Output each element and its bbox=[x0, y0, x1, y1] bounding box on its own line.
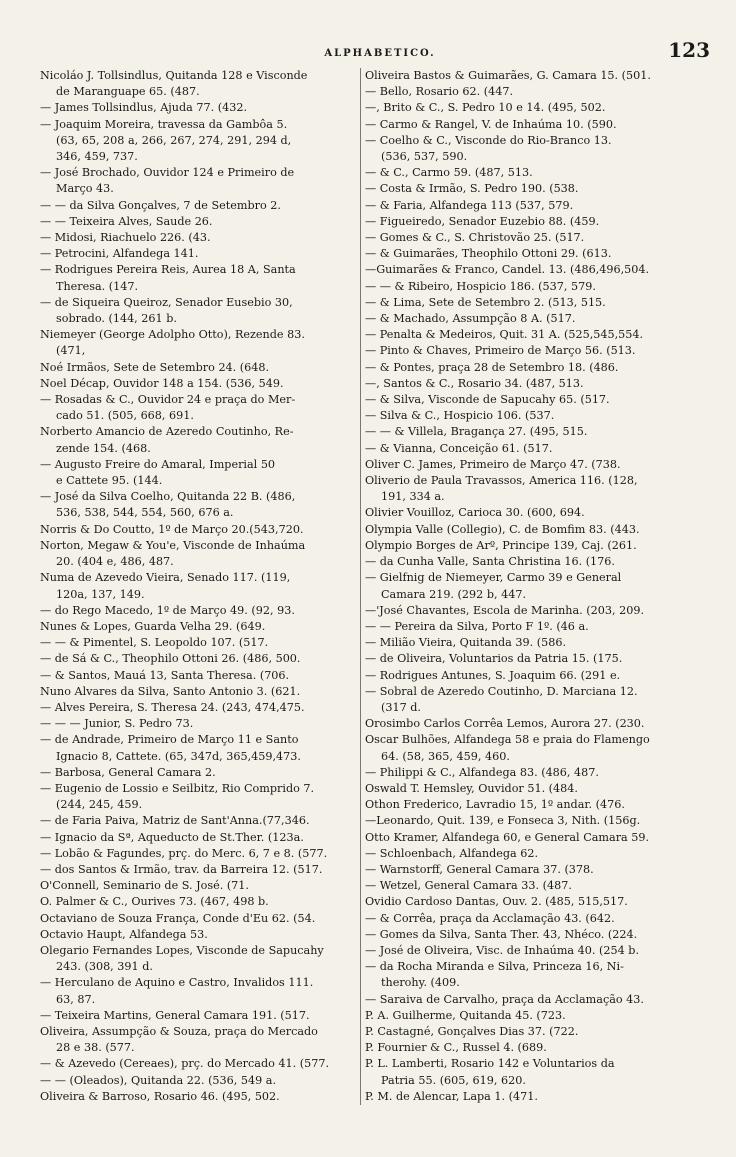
directory-entry-line: — Philippi & C., Alfandega 83. (486, 487. bbox=[365, 765, 599, 779]
directory-entry-line: — Figueiredo, Senador Euzebio 88. (459. bbox=[365, 214, 600, 228]
directory-entry-line: —Guimarães & Franco, Candel. 13. (486,496,504. bbox=[365, 263, 650, 277]
directory-entry-line: — de Faria Paiva, Matriz de Sant'Anna.(77,346. bbox=[40, 814, 310, 828]
directory-entry-line: Nunes & Lopes, Guarda Velha 29. (649. bbox=[40, 619, 266, 633]
directory-entry-line: —'José Chavantes, Escola de Marinha. (203, 209. bbox=[365, 603, 645, 617]
directory-entry-line: Orosimbo Carlos Corrêa Lemos, Aurora 27. (230. bbox=[365, 717, 645, 731]
directory-entry-line: Camara 219. (292 b, 447. bbox=[381, 587, 527, 601]
directory-entry-line: — Wetzel, General Camara 33. (487. bbox=[365, 879, 572, 893]
directory-entry-line: P. L. Lamberti, Rosario 142 e Voluntarios da bbox=[365, 1057, 615, 1071]
directory-entry-line: — de Sá & C., Theophilo Ottoni 26. (486, 500. bbox=[40, 652, 301, 666]
directory-entry-line: Oswald T. Hemsley, Ouvidor 51. (484. bbox=[365, 781, 578, 795]
directory-entry-line: therohy. (409. bbox=[381, 976, 460, 990]
directory-entry-line: de Maranguape 65. (487. bbox=[56, 85, 200, 99]
directory-entry-line: — do Rego Macedo, 1º de Março 49. (92, 93. bbox=[40, 603, 295, 617]
directory-entry-line: Oliveira Bastos & Guimarães, G. Camara 15. (501. bbox=[365, 69, 651, 82]
directory-entry-line: Oliveira, Assumpção & Souza, praça do Mercado bbox=[40, 1024, 318, 1038]
directory-entry-line: — Sobral de Azeredo Coutinho, D. Marciana 12. bbox=[365, 684, 638, 698]
directory-entry-line: — José da Silva Coelho, Quitanda 22 B. (486, bbox=[40, 490, 296, 504]
directory-entry-line: — José de Oliveira, Visc. de Inhaúma 40. (254 b. bbox=[365, 943, 639, 957]
directory-entry-line: 346, 459, 737. bbox=[56, 150, 138, 164]
directory-entry-line: Olegario Fernandes Lopes, Visconde de Sapucahy bbox=[40, 943, 324, 957]
directory-entry-line: 64. (58, 365, 459, 460. bbox=[381, 749, 510, 763]
directory-entry-line: — da Cunha Valle, Santa Christina 16. (176. bbox=[365, 555, 615, 569]
directory-entry-line: —, Santos & C., Rosario 34. (487, 513. bbox=[365, 376, 584, 390]
directory-entry-line: — Joaquim Moreira, travessa da Gambôa 5. bbox=[40, 117, 288, 131]
directory-entry-line: — Augusto Freire do Amaral, Imperial 50 bbox=[40, 457, 276, 471]
directory-entry-line: Norris & Do Coutto, 1º de Março 20.(543,720. bbox=[40, 522, 304, 536]
directory-entry-line: — & Pontes, praça 28 de Setembro 18. (486. bbox=[365, 360, 619, 374]
left-column bbox=[40, 68, 356, 1105]
directory-entry-line: — Warnstorff, General Camara 37. (378. bbox=[365, 862, 594, 876]
directory-entry-line: Niemeyer (George Adolpho Otto), Rezende 83. bbox=[40, 328, 305, 342]
directory-entry-line: — Saraiva de Carvalho, praça da Acclamação 43. bbox=[365, 992, 644, 1006]
directory-entry-line: 191, 334 a. bbox=[381, 490, 445, 504]
page-number: 123 bbox=[668, 38, 710, 62]
directory-entry-line: — Costa & Irmão, S. Pedro 190. (538. bbox=[365, 182, 579, 196]
directory-entry-line: 120a, 137, 149. bbox=[56, 587, 145, 601]
directory-entry-line: — Rosadas & C., Ouvidor 24 e praça do Mer- bbox=[40, 393, 296, 407]
directory-entry-line: 536, 538, 544, 554, 560, 676 a. bbox=[56, 506, 234, 520]
directory-entry-line: 20. (404 e, 486, 487. bbox=[56, 555, 174, 569]
directory-entry-line: — — & Pimentel, S. Leopoldo 107. (517. bbox=[40, 636, 269, 650]
directory-entry-line: P. A. Guilherme, Quitanda 45. (723. bbox=[365, 1008, 566, 1022]
directory-entry-line: (63, 65, 208 a, 266, 267, 274, 291, 294 d, bbox=[56, 133, 292, 147]
directory-entry-line: — & Silva, Visconde de Sapucahy 65. (517. bbox=[365, 393, 610, 407]
directory-entry-line: Octaviano de Souza França, Conde d'Eu 62. (54. bbox=[40, 911, 316, 925]
directory-entry-line: Noel Décap, Ouvidor 148 a 154. (536, 549. bbox=[40, 376, 284, 390]
directory-entry-line: (471, bbox=[56, 344, 86, 358]
directory-entry-line: — — & Villela, Bragança 27. (495, 515. bbox=[365, 425, 588, 439]
page-title: ALPHABETICO. bbox=[324, 48, 436, 59]
directory-entry-line: — — Pereira da Silva, Porto F 1º. (46 a. bbox=[365, 619, 589, 633]
directory-entry-line: — & Lima, Sete de Setembro 2. (513, 515. bbox=[365, 295, 606, 309]
directory-entry-line: — James Tollsindlus, Ajuda 77. (432. bbox=[40, 101, 247, 115]
directory-entry-line: Olympia Valle (Collegio), C. de Bomfim 83. (443. bbox=[365, 522, 640, 536]
directory-entry-line: Oscar Bulhões, Alfandega 58 e praia do Flamengo bbox=[365, 733, 650, 747]
directory-entry-line: Ignacio 8, Cattete. (65, 347d, 365,459,473. bbox=[56, 749, 301, 763]
directory-entry-line: — Gomes da Silva, Santa Ther. 43, Nhéco. (224. bbox=[365, 927, 638, 941]
directory-entry-line: Patria 55. (605, 619, 620. bbox=[381, 1073, 526, 1087]
directory-entry-line: Theresa. (147. bbox=[56, 279, 139, 293]
directory-entry-line: — — & Ribeiro, Hospicio 186. (537, 579. bbox=[365, 279, 596, 293]
directory-entry-line: e Cattete 95. (144. bbox=[56, 474, 163, 488]
directory-entry-line: (244, 245, 459. bbox=[56, 798, 143, 812]
directory-entry-line: Olympio Borges de Arº, Principe 139, Caj. (261. bbox=[365, 538, 637, 552]
directory-entry-line: P. Castagné, Gonçalves Dias 37. (722. bbox=[365, 1024, 579, 1038]
directory-entry-line: Norberto Amancio de Azeredo Coutinho, Re- bbox=[40, 425, 294, 439]
directory-entry-line: Otto Kramer, Alfandega 60, e General Camara 59. bbox=[365, 830, 650, 844]
directory-entry-line: —Leonardo, Quit. 139, e Fonseca 3, Nith. (156g. bbox=[365, 814, 641, 828]
directory-entry-line: P. M. de Alencar, Lapa 1. (471. bbox=[365, 1089, 538, 1103]
directory-entry-line: — Bello, Rosario 62. (447. bbox=[365, 85, 513, 99]
directory-entry-line: — Schloenbach, Alfandega 62. bbox=[365, 846, 539, 860]
directory-entry-line: — Ignacio da Sª, Aqueducto de St.Ther. (123a. bbox=[40, 830, 304, 844]
directory-entry-line: O. Palmer & C., Ourives 73. (467, 498 b. bbox=[40, 895, 269, 909]
directory-entry-line: Othon Frederico, Lavradio 15, 1º andar. (476. bbox=[365, 798, 625, 812]
directory-entry-line: — & C., Carmo 59. (487, 513. bbox=[365, 166, 533, 180]
directory-entry-line: Noé Irmãos, Sete de Setembro 24. (648. bbox=[40, 360, 270, 374]
directory-entry-line: Oliver C. James, Primeiro de Março 47. (738. bbox=[365, 457, 621, 471]
directory-entry-line: Oliveira & Barroso, Rosario 46. (495, 502. bbox=[40, 1089, 280, 1103]
directory-entry-line: (536, 537, 590. bbox=[381, 150, 468, 164]
directory-entry-line: — Silva & C., Hospicio 106. (537. bbox=[365, 409, 555, 423]
directory-entry-line: — & Corrêa, praça da Acclamação 43. (642. bbox=[365, 911, 615, 925]
directory-entry-line: — Barbosa, General Camara 2. bbox=[40, 765, 216, 779]
directory-entry-line: — Carmo & Rangel, V. de Inhaúma 10. (590. bbox=[365, 117, 617, 131]
directory-entry-line: — de Andrade, Primeiro de Março 11 e Santo bbox=[40, 733, 299, 747]
directory-entry-line: Ovidio Cardoso Dantas, Ouv. 2. (485, 515,517. bbox=[365, 895, 628, 909]
directory-entry-line: Numa de Azevedo Vieira, Senado 117. (119, bbox=[40, 571, 291, 585]
directory-entry-line: — Lobão & Fagundes, prç. do Merc. 6, 7 e 8. (577. bbox=[40, 846, 328, 860]
directory-entry-line: — de Oliveira, Voluntarios da Patria 15. (175. bbox=[365, 652, 623, 666]
directory-entry-line: — Teixeira Martins, General Camara 191. (517. bbox=[40, 1008, 310, 1022]
directory-entry-line: — Milião Vieira, Quitanda 39. (586. bbox=[365, 636, 567, 650]
directory-entry-line: — Rodrigues Pereira Reis, Aurea 18 A, Santa bbox=[40, 263, 296, 277]
directory-entry-line: — Pinto & Chaves, Primeiro de Março 56. (513. bbox=[365, 344, 636, 358]
directory-entry-line: — & Vianna, Conceição 61. (517. bbox=[365, 441, 553, 455]
directory-entry-line: — — da Silva Gonçalves, 7 de Setembro 2. bbox=[40, 198, 281, 212]
directory-entry-line: — Midosi, Riachuelo 226. (43. bbox=[40, 231, 211, 245]
directory-entry-line: — Alves Pereira, S. Theresa 24. (243, 474,475. bbox=[40, 700, 305, 714]
directory-entry-line: — dos Santos & Irmão, trav. da Barreira 12. (517. bbox=[40, 862, 323, 876]
directory-entry-line: cado 51. (505, 668, 691. bbox=[56, 409, 194, 423]
directory-entry-line: — Gielfnig de Niemeyer, Carmo 39 e General bbox=[365, 571, 622, 585]
directory-entry-line: 63, 87. bbox=[56, 992, 96, 1006]
directory-entry-line: Nuno Alvares da Silva, Santo Antonio 3. (621. bbox=[40, 684, 301, 698]
directory-entry-line: P. Fournier & C., Russel 4. (689. bbox=[365, 1041, 547, 1055]
directory-entry-line: — Herculano de Aquino e Castro, Invalidos 111. bbox=[40, 976, 314, 990]
right-column bbox=[360, 68, 727, 1105]
directory-entry-line: sobrado. (144, 261 b. bbox=[56, 312, 177, 326]
directory-entry-line: — Penalta & Medeiros, Quit. 31 A. (525,545,554. bbox=[365, 328, 644, 342]
directory-entry-line: — & Machado, Assumpção 8 A. (517. bbox=[365, 312, 576, 326]
directory-entry-line: Oliverio de Paula Travassos, America 116. (128, bbox=[365, 474, 638, 488]
directory-entry-line: —, Brito & C., S. Pedro 10 e 14. (495, 502. bbox=[365, 101, 606, 115]
directory-entry-line: — Gomes & C., S. Christovão 25. (517. bbox=[365, 231, 585, 245]
directory-entry-line: — José Brochado, Ouvidor 124 e Primeiro de bbox=[40, 166, 295, 180]
directory-entry-line: — Eugenio de Lossio e Seilbitz, Rio Comprido 7. bbox=[40, 781, 315, 795]
directory-entry-line: zende 154. (468. bbox=[56, 441, 151, 455]
directory-entry-line: Octavio Haupt, Alfandega 53. bbox=[40, 927, 208, 941]
directory-entry-line: Março 43. bbox=[56, 182, 114, 196]
directory-entry-line: — & Guimarães, Theophilo Ottoni 29. (613. bbox=[365, 247, 612, 261]
directory-entry-line: Olivier Vouilloz, Carioca 30. (600, 694. bbox=[365, 506, 585, 520]
page-header bbox=[40, 30, 720, 64]
directory-entry-line: — de Siqueira Queiroz, Senador Eusebio 30, bbox=[40, 295, 293, 309]
directory-entry-line: 28 e 38. (577. bbox=[56, 1041, 135, 1055]
directory-entry-line: — — Teixeira Alves, Saude 26. bbox=[40, 214, 213, 228]
directory-entry-line: — — — Junior, S. Pedro 73. bbox=[40, 717, 194, 731]
directory-entry-line: (317 d. bbox=[381, 700, 421, 714]
directory-entry-line: 243. (308, 391 d. bbox=[56, 960, 153, 974]
directory-entry-line: — Rodrigues Antunes, S. Joaquim 66. (291 e. bbox=[365, 668, 621, 682]
directory-entry-line: Norton, Megaw & You'e, Visconde de Inhaúma bbox=[40, 538, 306, 552]
directory-entry-line: Nicoláo J. Tollsindlus, Quitanda 128 e Visconde bbox=[40, 69, 308, 82]
directory-entry-line: — Coelho & C., Visconde do Rio-Branco 13. bbox=[365, 133, 612, 147]
directory-entry-line: — & Faria, Alfandega 113 (537, 579. bbox=[365, 198, 574, 212]
directory-entry-line: — da Rocha Miranda e Silva, Princeza 16, Ni- bbox=[365, 960, 624, 974]
directory-entry-line: — — (Oleados), Quitanda 22. (536, 549 a. bbox=[40, 1073, 277, 1087]
directory-entry-line: — & Santos, Mauá 13, Santa Theresa. (706. bbox=[40, 668, 290, 682]
directory-entry-line: — & Azevedo (Cereaes), prç. do Mercado 41. (577. bbox=[40, 1057, 330, 1071]
directory-entry-line: O'Connell, Seminario de S. José. (71. bbox=[40, 879, 249, 893]
directory-entry-line: — Petrocini, Alfandega 141. bbox=[40, 247, 199, 261]
